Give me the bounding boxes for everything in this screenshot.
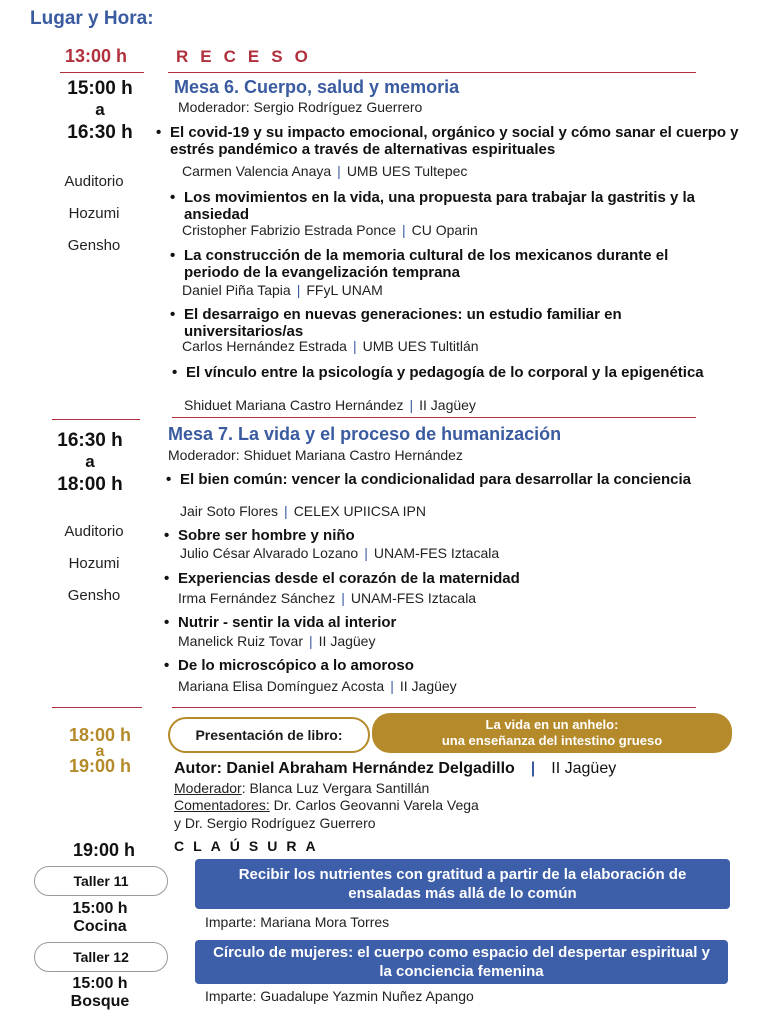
mesa7-time-start: 16:30 h: [57, 430, 123, 451]
mesa7-time-a: a: [85, 452, 95, 471]
book-moderator: Moderador: Blanca Luz Vergara Santillán: [174, 780, 430, 796]
libro-time-a: a: [95, 743, 105, 760]
talk-author: Mariana Elisa Domínguez Acosta | II Jagüey: [178, 678, 457, 694]
talk-title: • Nutrir - sentir la vida al interior: [164, 614, 397, 631]
venue-line: Gensho: [67, 587, 121, 604]
talk-title: • El desarraigo en nuevas generaciones: un estudio familiar en universitarios/as: [170, 306, 622, 340]
bullet-icon: •: [164, 614, 170, 631]
taller12-label: Taller 12: [34, 942, 168, 972]
talk-title: • Los movimientos en la vida, una propuesta para trabajar la gastritis y la ansiedad: [170, 189, 695, 223]
taller12-time: 15:00 h: [72, 975, 128, 992]
divider: [60, 72, 144, 73]
venue-line: Gensho: [67, 237, 121, 254]
talk-author: Jair Soto Flores | CELEX UPIICSA IPN: [180, 503, 426, 519]
bullet-icon: •: [170, 247, 176, 264]
book-author: Autor: Daniel Abraham Hernández Delgadillo | II Jagüey: [174, 760, 617, 777]
bullet-icon: •: [164, 657, 170, 674]
taller11-place: Cocina: [73, 918, 127, 935]
taller12-place: Bosque: [70, 993, 130, 1010]
venue-line: Auditorio: [64, 173, 124, 190]
divider: [168, 72, 696, 73]
bullet-icon: •: [172, 364, 178, 381]
taller12-title-box: Círculo de mujeres: el cuerpo como espacio del despertar espiritual y la conciencia femenina: [195, 940, 728, 984]
bullet-icon: •: [166, 471, 172, 488]
talk-author: Cristopher Fabrizio Estrada Ponce | CU Oparin: [182, 222, 478, 238]
talk-title: • El vínculo entre la psicología y pedagogía de lo corporal y la epigenética: [172, 364, 704, 381]
talk-author: Carmen Valencia Anaya | UMB UES Tultepec: [182, 163, 468, 179]
mesa7-venue: [46, 516, 142, 612]
mesa6-time-a: a: [95, 100, 105, 119]
venue-line: Hozumi: [68, 205, 120, 222]
venue-line: Hozumi: [68, 555, 120, 572]
talk-author: Daniel Piña Tapia | FFyL UNAM: [182, 282, 383, 298]
mesa6-venue: [46, 166, 142, 262]
bullet-icon: •: [156, 124, 162, 141]
page-heading: Lugar y Hora:: [30, 8, 154, 29]
divider: [52, 419, 140, 420]
mesa7-time-end: 18:00 h: [57, 474, 123, 495]
taller11-time: 15:00 h: [72, 900, 128, 917]
talk-author: Julio César Alvarado Lozano | UNAM-FES Iztacala: [180, 545, 500, 561]
talk-title: • El bien común: vencer la condicionalidad para desarrollar la conciencia: [166, 471, 692, 488]
receso-time: 13:00 h: [64, 46, 128, 66]
bullet-icon: •: [170, 189, 176, 206]
taller12-instructor: Imparte: Guadalupe Yazmin Nuñez Apango: [205, 988, 474, 1004]
mesa6-moderator: Moderador: Sergio Rodríguez Guerrero: [178, 99, 423, 115]
bullet-icon: •: [164, 570, 170, 587]
bullet-icon: •: [170, 306, 176, 323]
book-commentators-2: y Dr. Sergio Rodríguez Guerrero: [174, 815, 376, 831]
divider: [52, 707, 142, 708]
book-title-box: [372, 713, 732, 753]
talk-author: Carlos Hernández Estrada | UMB UES Tultitlán: [182, 338, 479, 354]
talk-title: • El covid-19 y su impacto emocional, orgánico y social y cómo sanar el cuerpo y estrés pandémico a través de alternativas espirituales: [156, 124, 739, 158]
mesa6-time-end: 16:30 h: [67, 122, 133, 143]
taller11-label: Taller 11: [34, 866, 168, 896]
libro-time-start: 18:00 h: [68, 725, 132, 745]
receso-label: RECESO: [176, 47, 320, 66]
clausura-time: 19:00 h: [72, 840, 136, 860]
clausura-label: CLAÚSURA: [174, 838, 325, 854]
talk-author: Shiduet Mariana Castro Hernández | II Jagüey: [184, 397, 476, 413]
book-title-line: una enseñanza del intestino grueso: [441, 733, 663, 748]
book-title-line: La vida en un anhelo:: [485, 717, 619, 732]
talk-author: Manelick Ruiz Tovar | II Jagüey: [178, 633, 376, 649]
divider: [172, 707, 696, 708]
bullet-icon: •: [164, 527, 170, 544]
book-presentation-label: Presentación de libro:: [168, 717, 370, 753]
libro-time-end: 19:00 h: [68, 756, 132, 776]
talk-title: • La construcción de la memoria cultural de los mexicanos durante el periodo de la evangelización temprana: [170, 247, 669, 281]
mesa7-title: Mesa 7. La vida y el proceso de humanización: [168, 424, 562, 444]
talk-title: • De lo microscópico a lo amoroso: [164, 657, 414, 674]
divider: [172, 417, 696, 418]
venue-line: Auditorio: [64, 523, 124, 540]
taller11-instructor: Imparte: Mariana Mora Torres: [205, 914, 390, 930]
talk-title: • Experiencias desde el corazón de la maternidad: [164, 570, 520, 587]
talk-author: Irma Fernández Sánchez | UNAM-FES Iztacala: [178, 590, 477, 606]
mesa6-title: Mesa 6. Cuerpo, salud y memoria: [174, 77, 460, 97]
mesa7-moderator: Moderador: Shiduet Mariana Castro Hernández: [168, 447, 463, 463]
mesa6-time-start: 15:00 h: [67, 78, 133, 99]
book-commentators: Comentadores: Dr. Carlos Geovanni Varela Vega: [174, 797, 479, 813]
talk-title: • Sobre ser hombre y niño: [164, 527, 355, 544]
taller11-title-box: Recibir los nutrientes con gratitud a partir de la elaboración de ensaladas más allá de lo común: [195, 859, 730, 909]
